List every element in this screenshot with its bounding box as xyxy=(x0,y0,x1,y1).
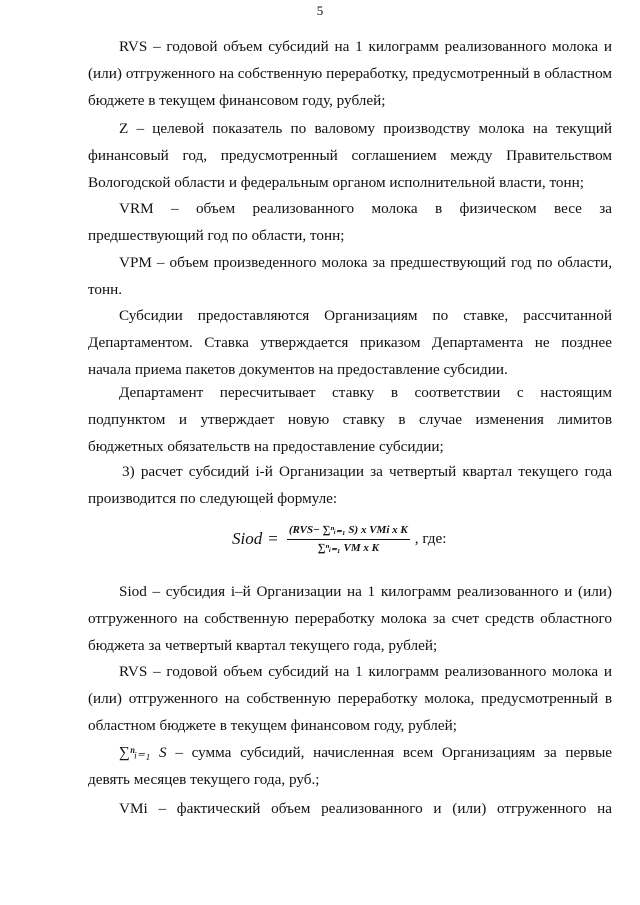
paragraph-vrm-definition: VRM – объем реализованного молока в физическом весе за предшествующий год по области, тонн; xyxy=(88,200,612,244)
paragraph-rate-recalculation: Департамент пересчитывает ставку в соответствии с настоящим подпунктом и утверждает новую ставку в случае изменения лимитов бюджетных обязательств на предоставление субсидии; xyxy=(88,384,612,455)
subsidy-formula xyxy=(232,523,446,555)
paragraph-q4-calculation: 3) расчет субсидий i-й Организации за четвертый квартал текущего года производится по следующей формуле: xyxy=(88,463,612,507)
sum-symbol: ∑ⁿᵢ₌₁ S xyxy=(119,744,167,761)
paragraph-rvs-definition-2: RVS – годовой объем субсидий на 1 килограмм реализованного молока и (или) отгруженного на собственную переработку молока, предусмотренный в областном бюджете в текущем финансовом году, рублей; xyxy=(88,663,612,734)
paragraph-siod-definition: Siod – субсидия i–й Организации на 1 килограмм реализованного и (или) отгруженного на собственную переработку молока за счет средств областного бюджета за четвертый квартал текущего года, рублей; xyxy=(88,583,612,654)
formula-fraction xyxy=(287,523,410,555)
paragraph-vpm-definition: VPM – объем произведенного молока за предшествующий год по области, тонн. xyxy=(88,254,612,298)
page-number: 5 xyxy=(316,3,324,18)
formula-denominator: ∑ⁿᵢ₌₁ VM x K xyxy=(317,542,379,554)
paragraph-subsidy-rate: Субсидии предоставляются Организациям по ставке, рассчитанной Департаментом. Ставка утверждается приказом Департамента не позднее начала приема пакетов документов на предоставление субсидии. xyxy=(88,307,612,378)
formula-equals: = xyxy=(268,529,278,548)
paragraph-rvs-definition: RVS – годовой объем субсидий на 1 килограмм реализованного молока и (или) отгруженного на собственную переработку, предусмотренный в областном бюджете в текущем финансовом году, рублей; xyxy=(88,38,612,109)
paragraph-vmi-definition: VMi – фактический объем реализованного и (или) отгруженного на xyxy=(119,800,612,817)
formula-lhs: Siod xyxy=(232,529,263,548)
sum-definition-text: – сумма субсидий, начисленная всем Организациям за первые девять месяцев текущего года, руб.; xyxy=(88,744,613,788)
paragraph-sum-definition xyxy=(88,739,612,793)
paragraph-z-definition: Z – целевой показатель по валовому производству молока на текущий финансовый год, предусмотренный соглашением между Правительством Вологодской области и федеральным органом исполнительной власти, тонн; xyxy=(88,120,612,191)
formula-numerator: (RVS− ∑ⁿᵢ₌₁ S) x VMi x K xyxy=(287,523,410,540)
formula-tail: , где: xyxy=(414,530,447,547)
